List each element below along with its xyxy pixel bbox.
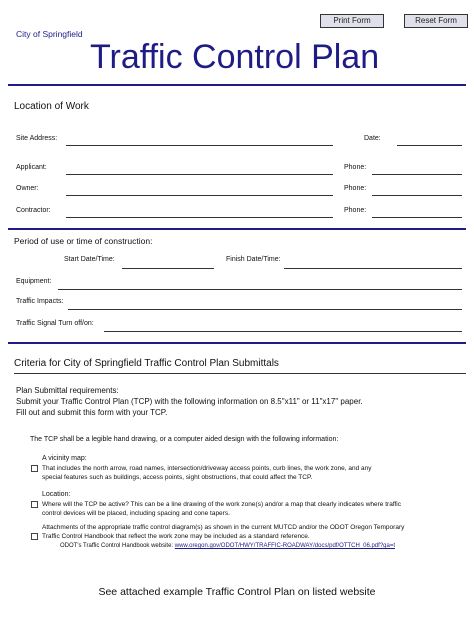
- period-heading: Period of use or time of construction:: [14, 236, 153, 246]
- page-title: Traffic Control Plan: [90, 38, 380, 76]
- owner-field[interactable]: [66, 195, 333, 196]
- finish-date-field[interactable]: [284, 268, 462, 269]
- equipment-label: Equipment:: [16, 278, 52, 285]
- vicinity-text-1: That includes the north arrow, road names, intersection/driveway access points, curb lines, the work zone, and any: [42, 465, 372, 472]
- contractor-label: Contractor:: [16, 207, 51, 214]
- contractor-phone-label: Phone:: [344, 207, 367, 214]
- handbook-label: ODOT's Traffic Control Handbook website:: [60, 543, 174, 549]
- traffic-signal-label: Traffic Signal Turn off/on:: [16, 320, 94, 327]
- owner-phone-label: Phone:: [344, 185, 367, 192]
- attachments-text-1: Attachments of the appropriate traffic control diagram(s) as shown in the current MUTCD and/or the ODOT Oregon Temporary: [42, 524, 405, 531]
- location-divider: [8, 228, 466, 230]
- owner-label: Owner:: [16, 185, 39, 192]
- attachments-text-2: Traffic Control Handbook that reflect the work zone may be included as a standard reference.: [42, 533, 310, 540]
- tcp-intro: The TCP shall be a legible hand drawing, or a computer aided design with the following information:: [30, 436, 339, 443]
- site-address-label: Site Address:: [16, 135, 58, 142]
- applicant-field[interactable]: [66, 174, 333, 175]
- vicinity-text-2: special features such as buildings, access points, sight obstructions, that could affect the TCP.: [42, 474, 313, 481]
- site-address-field[interactable]: [66, 145, 333, 146]
- criteria-underline: [14, 373, 466, 374]
- requirements-fill: Fill out and submit this form with your TCP.: [16, 408, 168, 417]
- location-text-1: Where will the TCP be active? This can be a line drawing of the work zone(s) and/or a map that clearly indicates where traffic: [42, 501, 402, 508]
- location-title: Location:: [42, 491, 71, 498]
- city-label: City of Springfield: [16, 29, 83, 39]
- traffic-impacts-label: Traffic Impacts:: [16, 298, 64, 305]
- attachments-checkbox[interactable]: [31, 533, 38, 540]
- footer-note: See attached example Traffic Control Plan on listed website: [98, 586, 376, 598]
- applicant-label: Applicant:: [16, 164, 47, 171]
- handbook-link[interactable]: www.oregon.gov/ODOT/HWY/TRAFFIC-ROADWAY/docs/pdf/OTTCH_06.pdf?ga=t: [174, 543, 395, 549]
- reset-form-button[interactable]: Reset Form: [404, 14, 468, 28]
- equipment-field[interactable]: [58, 289, 462, 290]
- applicant-phone-field[interactable]: [372, 174, 462, 175]
- traffic-signal-field[interactable]: [104, 331, 462, 332]
- start-date-field[interactable]: [122, 268, 214, 269]
- traffic-impacts-field[interactable]: [68, 309, 462, 310]
- location-heading: Location of Work: [14, 101, 89, 112]
- start-date-label: Start Date/Time:: [64, 256, 115, 263]
- requirements-submit: Submit your Traffic Control Plan (TCP) with the following information on 8.5"x11" or 11"x17" paper.: [16, 397, 363, 406]
- date-label: Date:: [364, 135, 381, 142]
- print-form-button[interactable]: Print Form: [320, 14, 384, 28]
- location-text-2: control devices will be placed, including spacing and cone tapers.: [42, 510, 230, 517]
- period-divider: [8, 342, 466, 344]
- location-checkbox[interactable]: [31, 501, 38, 508]
- owner-phone-field[interactable]: [372, 195, 462, 196]
- contractor-field[interactable]: [66, 217, 333, 218]
- finish-date-label: Finish Date/Time:: [226, 256, 281, 263]
- requirements-label: Plan Submittal requirements:: [16, 386, 119, 395]
- contractor-phone-field[interactable]: [372, 217, 462, 218]
- applicant-phone-label: Phone:: [344, 164, 367, 171]
- criteria-heading: Criteria for City of Springfield Traffic Control Plan Submittals: [14, 358, 279, 369]
- handbook-line: [60, 542, 395, 550]
- header-divider: [8, 84, 466, 86]
- vicinity-checkbox[interactable]: [31, 465, 38, 472]
- vicinity-title: A vicinity map:: [42, 455, 87, 462]
- date-field[interactable]: [397, 145, 462, 146]
